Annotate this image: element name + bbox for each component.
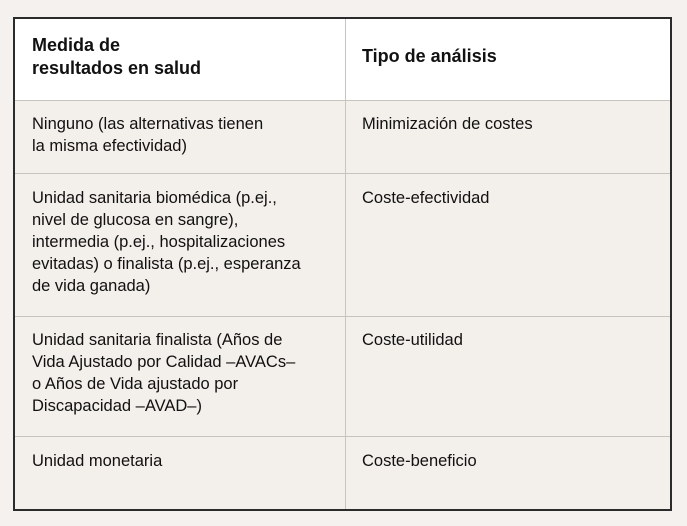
header-measure: Medida de resultados en salud	[32, 35, 202, 78]
row-1-analysis: Minimización de costes	[362, 115, 533, 133]
row-3-measure: Unidad sanitaria finalista (Años de Vida Ajustado por Calidad –AVACs– o Años de Vida ajustado por Discapacidad –AVAD–)	[32, 331, 296, 415]
analysis-table	[13, 17, 672, 511]
row-4-analysis: Coste-beneficio	[362, 452, 477, 470]
row-divider	[15, 436, 670, 437]
header-analysis-type: Tipo de análisis	[362, 46, 497, 66]
row-3-analysis: Coste-utilidad	[362, 331, 463, 349]
row-2-measure: Unidad sanitaria biomédica (p.ej., nivel de glucosa en sangre), intermedia (p.ej., hospitalizaciones evitadas) o finalista (p.ej., esperanza de vida ganada)	[32, 189, 301, 295]
row-divider	[15, 173, 670, 174]
row-divider	[15, 316, 670, 317]
row-divider	[15, 100, 670, 101]
row-4-measure: Unidad monetaria	[32, 452, 163, 470]
row-2-analysis: Coste-efectividad	[362, 189, 490, 207]
row-1-measure: Ninguno (las alternativas tienen la misma efectividad)	[32, 115, 264, 155]
